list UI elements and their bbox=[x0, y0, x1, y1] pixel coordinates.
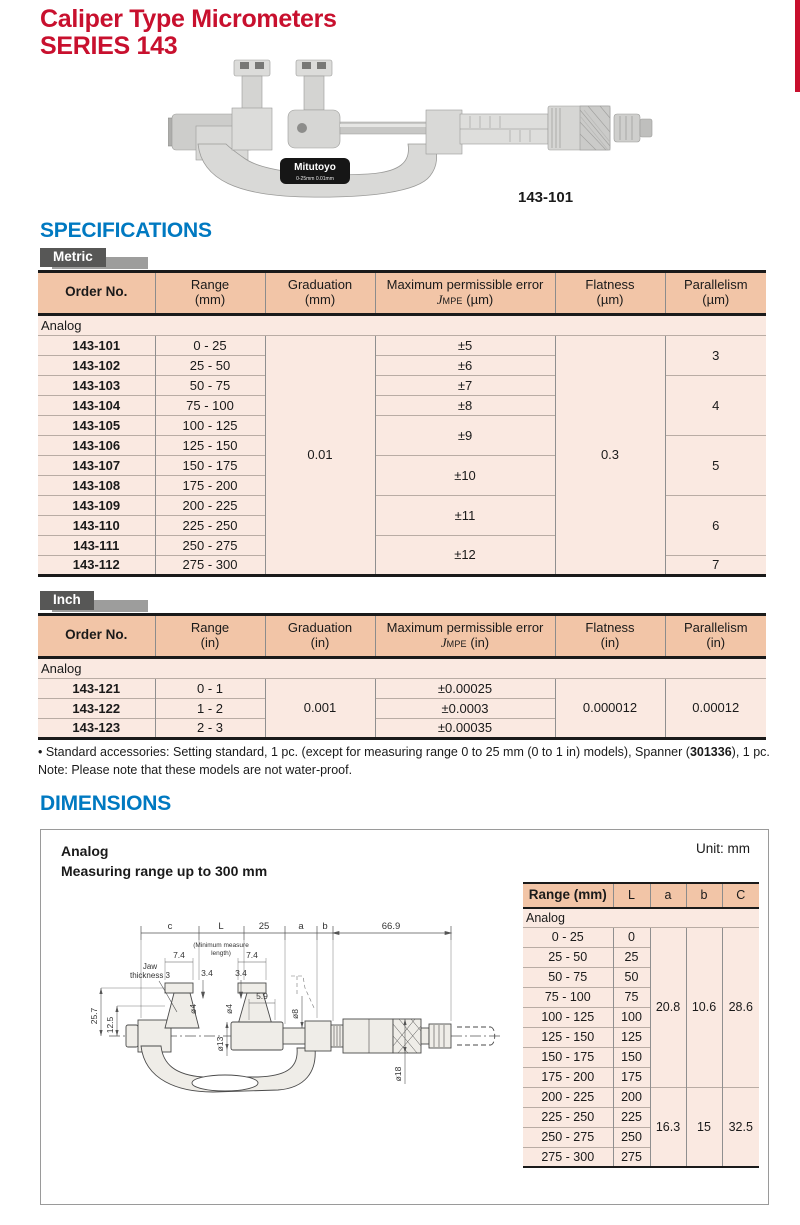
unit-label: Unit: mm bbox=[696, 841, 750, 856]
page-edge-tab bbox=[795, 0, 800, 92]
group-label: Analog bbox=[38, 314, 766, 335]
table-cell: 143-122 bbox=[38, 698, 155, 718]
dim-125-label: 12.5 bbox=[105, 1016, 115, 1034]
table-cell: 143-110 bbox=[38, 515, 155, 535]
table-cell: 143-101 bbox=[38, 335, 155, 355]
table-cell: 125 - 150 bbox=[523, 1027, 613, 1047]
brand-label: Mitutoyo bbox=[294, 162, 336, 173]
product-range-label: 0-25mm 0.01mm bbox=[296, 176, 334, 182]
accessories-note-tail: ), 1 pc. bbox=[731, 745, 770, 759]
dim-34-right-label: 3.4 bbox=[235, 968, 247, 978]
table-row bbox=[38, 678, 766, 698]
table-cell: 100 bbox=[613, 1007, 650, 1027]
table-cell: 50 - 75 bbox=[155, 375, 265, 395]
table-cell: 0 - 1 bbox=[155, 678, 265, 698]
table-cell: 250 - 275 bbox=[523, 1127, 613, 1147]
product-model-label: 143-101 bbox=[518, 189, 574, 206]
spanner-part-number: 301336 bbox=[689, 745, 732, 759]
dim-59-label: 5.9 bbox=[256, 991, 268, 1001]
table-cell: 275 bbox=[613, 1147, 650, 1167]
jaw-tip-labels bbox=[201, 968, 247, 978]
column-header: Range (mm) bbox=[155, 272, 265, 315]
jaw-width-dims bbox=[165, 958, 266, 980]
specifications-heading: SPECIFICATIONS bbox=[40, 219, 212, 242]
drawing-spindle-thimble bbox=[283, 1019, 451, 1053]
table-cell: 225 - 250 bbox=[523, 1107, 613, 1127]
table-cell: ±0.00035 bbox=[375, 718, 555, 738]
table-cell: ±9 bbox=[375, 415, 555, 455]
page-title-line2: SERIES 143 bbox=[40, 31, 178, 60]
column-header: Parallelism (µm) bbox=[665, 272, 766, 315]
column-header: Parallelism (in) bbox=[665, 615, 766, 658]
table-cell: 20.8 bbox=[650, 927, 686, 1087]
table-cell: ±12 bbox=[375, 535, 555, 575]
table-cell: 25 - 50 bbox=[155, 355, 265, 375]
table-cell: ±8 bbox=[375, 395, 555, 415]
column-header: Graduation (in) bbox=[265, 615, 375, 658]
table-cell: 75 - 100 bbox=[155, 395, 265, 415]
table-cell: 100 - 125 bbox=[155, 415, 265, 435]
table-cell: 143-104 bbox=[38, 395, 155, 415]
table-cell: 50 bbox=[613, 967, 650, 987]
dim-25-label: 25 bbox=[258, 921, 270, 932]
dia18-label: ø18 bbox=[393, 1066, 403, 1082]
table-cell: 150 bbox=[613, 1047, 650, 1067]
table-cell: 275 - 300 bbox=[155, 555, 265, 575]
table-cell: ±10 bbox=[375, 455, 555, 495]
table-row bbox=[523, 927, 759, 947]
table-cell: 200 - 225 bbox=[155, 495, 265, 515]
brand-plate bbox=[280, 158, 350, 184]
column-header: Range (in) bbox=[155, 615, 265, 658]
table-cell: 5 bbox=[665, 435, 766, 495]
table-cell: 0.00012 bbox=[665, 678, 766, 738]
dia8-label: ø8 bbox=[290, 1009, 300, 1019]
column-header: C bbox=[722, 883, 759, 908]
waterproof-note: Note: Please note that these models are not water-proof. bbox=[38, 762, 353, 777]
table-cell: 275 - 300 bbox=[523, 1147, 613, 1167]
table-cell: 0 bbox=[613, 927, 650, 947]
table-cell: 0.001 bbox=[265, 678, 375, 738]
table-cell: 143-109 bbox=[38, 495, 155, 515]
table-cell: 0 - 25 bbox=[155, 335, 265, 355]
micrometer-photo-jaws bbox=[232, 60, 340, 150]
dim-c-label: c bbox=[167, 921, 173, 932]
table-cell: 16.3 bbox=[650, 1087, 686, 1167]
table-cell: 50 - 75 bbox=[523, 967, 613, 987]
min-measure-line2: length) bbox=[211, 950, 231, 957]
table-cell: 25 - 50 bbox=[523, 947, 613, 967]
dimensions-table bbox=[523, 882, 759, 1168]
dia4-left-label: ø4 bbox=[188, 1004, 198, 1014]
table-cell: 143-112 bbox=[38, 555, 155, 575]
column-header: Graduation (mm) bbox=[265, 272, 375, 315]
ghost-jaw-outline bbox=[291, 976, 315, 1010]
table-cell: 75 bbox=[613, 987, 650, 1007]
dia4-right-label: ø4 bbox=[224, 1004, 234, 1014]
dim-L-label: L bbox=[218, 921, 224, 932]
jaw-tip-dims bbox=[201, 980, 242, 998]
table-cell: 143-103 bbox=[38, 375, 155, 395]
page-title bbox=[40, 6, 337, 59]
inch-tab bbox=[40, 591, 94, 613]
table-cell: 100 - 125 bbox=[523, 1007, 613, 1027]
table-cell: 150 - 175 bbox=[523, 1047, 613, 1067]
table-cell: 143-106 bbox=[38, 435, 155, 455]
table-cell: ±11 bbox=[375, 495, 555, 535]
product-photo bbox=[168, 58, 658, 206]
table-row bbox=[38, 335, 766, 355]
dimension-drawing bbox=[53, 876, 527, 1178]
min-measure-note bbox=[193, 942, 249, 957]
dim-b-label: b bbox=[322, 921, 328, 932]
table-cell: 25 bbox=[613, 947, 650, 967]
column-header: L bbox=[613, 883, 650, 908]
table-cell: 15 bbox=[686, 1087, 722, 1167]
dimensions-box bbox=[40, 829, 769, 1205]
dimensions-box-title-line1: Analog bbox=[61, 843, 109, 859]
dia13-label: ø13 bbox=[215, 1036, 225, 1052]
accessories-note bbox=[38, 744, 776, 762]
table-cell: 0.000012 bbox=[555, 678, 665, 738]
table-cell: 175 - 200 bbox=[155, 475, 265, 495]
table-cell: 175 bbox=[613, 1067, 650, 1087]
inch-spec-table bbox=[38, 613, 766, 740]
column-header: Order No. bbox=[38, 615, 155, 658]
top-dimension-labels bbox=[168, 921, 401, 932]
dim-a-label: a bbox=[298, 921, 304, 932]
table-cell: 0.3 bbox=[555, 335, 665, 575]
min-measure-line1: (Minimum measure bbox=[193, 942, 249, 949]
table-cell: ±5 bbox=[375, 335, 555, 355]
table-cell: ±7 bbox=[375, 375, 555, 395]
table-cell: 32.5 bbox=[722, 1087, 759, 1167]
dim-669-label: 66.9 bbox=[381, 921, 401, 932]
column-header: Maximum permissible error JMPE (µm) bbox=[375, 272, 555, 315]
column-header: Range (mm) bbox=[523, 883, 613, 908]
dim-74-left-label: 7.4 bbox=[173, 950, 185, 960]
table-cell: 75 - 100 bbox=[523, 987, 613, 1007]
micrometer-photo-thimble bbox=[548, 106, 652, 150]
metric-spec-table bbox=[38, 270, 766, 577]
table-cell: 4 bbox=[665, 375, 766, 435]
notes-block bbox=[38, 744, 776, 779]
table-cell: 150 - 175 bbox=[155, 455, 265, 475]
table-cell: ±6 bbox=[375, 355, 555, 375]
table-cell: 143-121 bbox=[38, 678, 155, 698]
column-header: Maximum permissible error JMPE (in) bbox=[375, 615, 555, 658]
table-cell: 143-105 bbox=[38, 415, 155, 435]
micrometer-photo-spindle bbox=[340, 110, 548, 154]
dimensions-box-title-line2: Measuring range up to 300 mm bbox=[61, 863, 268, 880]
column-header: Flatness (µm) bbox=[555, 272, 665, 315]
table-cell: 225 - 250 bbox=[155, 515, 265, 535]
table-cell: 28.6 bbox=[722, 927, 759, 1087]
column-header: b bbox=[686, 883, 722, 908]
table-cell: 1 - 2 bbox=[155, 698, 265, 718]
table-cell: 0.01 bbox=[265, 335, 375, 575]
dimensions-heading: DIMENSIONS bbox=[40, 792, 172, 815]
column-header: Order No. bbox=[38, 272, 155, 315]
table-cell: 175 - 200 bbox=[523, 1067, 613, 1087]
table-cell: 125 - 150 bbox=[155, 435, 265, 455]
table-cell: 200 bbox=[613, 1087, 650, 1107]
page-title-line1: Caliper Type Micrometers bbox=[40, 5, 337, 33]
table-cell: 143-102 bbox=[38, 355, 155, 375]
dim-34-left-label: 3.4 bbox=[201, 968, 213, 978]
table-cell: 7 bbox=[665, 555, 766, 575]
dia4-labels bbox=[188, 1004, 234, 1014]
table-cell: 200 - 225 bbox=[523, 1087, 613, 1107]
table-cell: 250 bbox=[613, 1127, 650, 1147]
accessories-note-text: • Standard accessories: Setting standard, 1 pc. (except for measuring range 0 to 25 mm (0 to 1 in) models), Spanner ( bbox=[38, 745, 690, 759]
table-cell: 143-107 bbox=[38, 455, 155, 475]
table-cell: 0 - 25 bbox=[523, 927, 613, 947]
table-cell: ±0.00025 bbox=[375, 678, 555, 698]
table-cell: 3 bbox=[665, 335, 766, 375]
table-cell: 143-108 bbox=[38, 475, 155, 495]
table-cell: 250 - 275 bbox=[155, 535, 265, 555]
jaw-note-line2: thickness 3 bbox=[129, 971, 171, 980]
table-cell: 10.6 bbox=[686, 927, 722, 1087]
group-label: Analog bbox=[38, 657, 766, 678]
column-header: a bbox=[650, 883, 686, 908]
metric-tab-label: Metric bbox=[40, 248, 106, 267]
column-header: Flatness (in) bbox=[555, 615, 665, 658]
group-label: Analog bbox=[523, 908, 759, 928]
jaw-note-line1: Jaw bbox=[142, 962, 158, 971]
table-cell: 225 bbox=[613, 1107, 650, 1127]
table-cell: ±0.0003 bbox=[375, 698, 555, 718]
dim-74-right-label: 7.4 bbox=[246, 950, 258, 960]
table-cell: 143-111 bbox=[38, 535, 155, 555]
metric-tab bbox=[40, 248, 106, 270]
table-cell: 125 bbox=[613, 1027, 650, 1047]
table-row bbox=[523, 1087, 759, 1107]
table-cell: 6 bbox=[665, 495, 766, 555]
table-cell: 143-123 bbox=[38, 718, 155, 738]
dim-257-label: 25.7 bbox=[89, 1007, 99, 1025]
inch-tab-label: Inch bbox=[40, 591, 94, 610]
table-cell: 2 - 3 bbox=[155, 718, 265, 738]
